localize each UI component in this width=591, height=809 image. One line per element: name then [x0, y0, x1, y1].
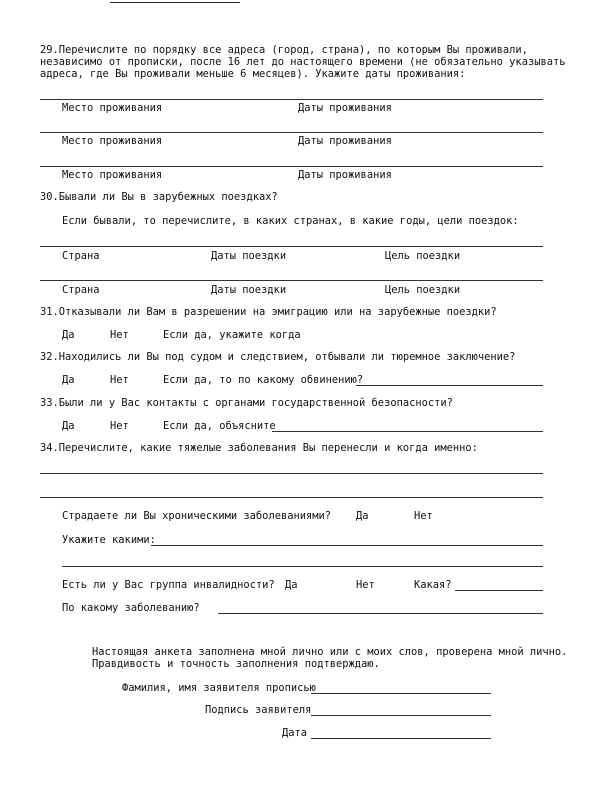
q34-specify-field-2[interactable] — [62, 566, 543, 567]
q29-dates-label-2: Даты проживания — [298, 135, 392, 147]
q33-detail-label: Если да, объясните — [163, 420, 276, 432]
q34-disability-no-option[interactable]: Нет — [356, 579, 375, 591]
q32-detail-label: Если да, то по какому обвинению? — [163, 374, 364, 386]
q29-address-field-3[interactable] — [40, 166, 543, 167]
q29-place-label-1: Место проживания — [62, 102, 163, 114]
q30-purpose-label-1: Цель поездки — [385, 250, 461, 262]
q34-illness-field-1[interactable] — [40, 473, 543, 474]
q29-text-line3: адреса, где Вы проживали меньше 6 месяцев). Укажите даты проживания: — [40, 68, 466, 80]
q34-disease-field[interactable] — [218, 613, 543, 614]
q29-place-label-3: Место проживания — [62, 169, 163, 181]
q31-yes-option[interactable]: Да — [62, 329, 75, 341]
applicant-signature-label: Подпись заявителя — [205, 704, 312, 716]
q31-no-option[interactable]: Нет — [110, 329, 129, 341]
q29-text-line2: независимо от прописки, после 16 лет до настоящего времени (не обязательно указывать — [40, 56, 566, 68]
q34-question: 34.Перечислите, какие тяжелые заболевания Вы перенесли и когда именно: — [40, 442, 478, 454]
q34-which-label: Какая? — [414, 579, 452, 591]
q29-address-field-1[interactable] — [40, 99, 543, 100]
q30-purpose-label-2: Цель поездки — [385, 284, 461, 296]
top-rule — [110, 2, 240, 3]
q29-address-field-2[interactable] — [40, 132, 543, 133]
q32-detail-field[interactable] — [356, 385, 543, 386]
q34-illness-field-2[interactable] — [40, 497, 543, 498]
q29-dates-label-1: Даты проживания — [298, 102, 392, 114]
q31-detail-label: Если да, укажите когда — [163, 329, 301, 341]
q29-text-line1: 29.Перечислите по порядку все адреса (город, страна), по которым Вы проживали, — [40, 44, 528, 56]
q34-disability-yes-option[interactable]: Да — [285, 579, 298, 591]
date-field[interactable] — [311, 738, 491, 739]
q32-no-option[interactable]: Нет — [110, 374, 129, 386]
q32-yes-option[interactable]: Да — [62, 374, 75, 386]
date-label: Дата — [282, 727, 308, 739]
q33-yes-option[interactable]: Да — [62, 420, 75, 432]
q33-question: 33.Были ли у Вас контакты с органами государственной безопасности? — [40, 397, 453, 409]
q30-trip-field-1[interactable] — [40, 246, 543, 247]
q31-question: 31.Отказывали ли Вам в разрешении на эмиграцию или на зарубежные поездки? — [40, 306, 497, 318]
q34-chronic-question: Страдаете ли Вы хроническими заболеваниями? — [62, 510, 331, 522]
q30-country-label-1: Страна — [62, 250, 100, 262]
applicant-name-field[interactable] — [311, 693, 491, 694]
q34-disease-label: По какому заболеванию? — [62, 602, 200, 614]
q30-country-label-2: Страна — [62, 284, 100, 296]
q34-specify-label: Укажите какими: — [62, 534, 156, 546]
q30-dates-label-1: Даты поездки — [211, 250, 287, 262]
q34-specify-field[interactable] — [151, 545, 543, 546]
q34-which-field[interactable] — [455, 590, 543, 591]
q34-chronic-yes-option[interactable]: Да — [356, 510, 369, 522]
applicant-signature-field[interactable] — [311, 715, 491, 716]
q30-subtext: Если бывали, то перечислите, в каких странах, в какие годы, цели поездок: — [62, 215, 519, 227]
q29-dates-label-3: Даты проживания — [298, 169, 392, 181]
q30-trip-field-2[interactable] — [40, 280, 543, 281]
q32-question: 32.Находились ли Вы под судом и следствием, отбывали ли тюремное заключение? — [40, 351, 516, 363]
q34-disability-question: Есть ли у Вас группа инвалидности? — [62, 579, 275, 591]
q30-dates-label-2: Даты поездки — [211, 284, 287, 296]
q33-no-option[interactable]: Нет — [110, 420, 129, 432]
applicant-name-label: Фамилия, имя заявителя прописью — [122, 682, 316, 694]
q34-chronic-no-option[interactable]: Нет — [414, 510, 433, 522]
declaration-line2: Правдивость и точность заполнения подтверждаю. — [92, 658, 380, 670]
q33-detail-field[interactable] — [272, 431, 543, 432]
q30-question: 30.Бывали ли Вы в зарубежных поездках? — [40, 191, 278, 203]
q29-place-label-2: Место проживания — [62, 135, 163, 147]
declaration-line1: Настоящая анкета заполнена мной лично или с моих слов, проверена мной лично. — [92, 646, 568, 658]
